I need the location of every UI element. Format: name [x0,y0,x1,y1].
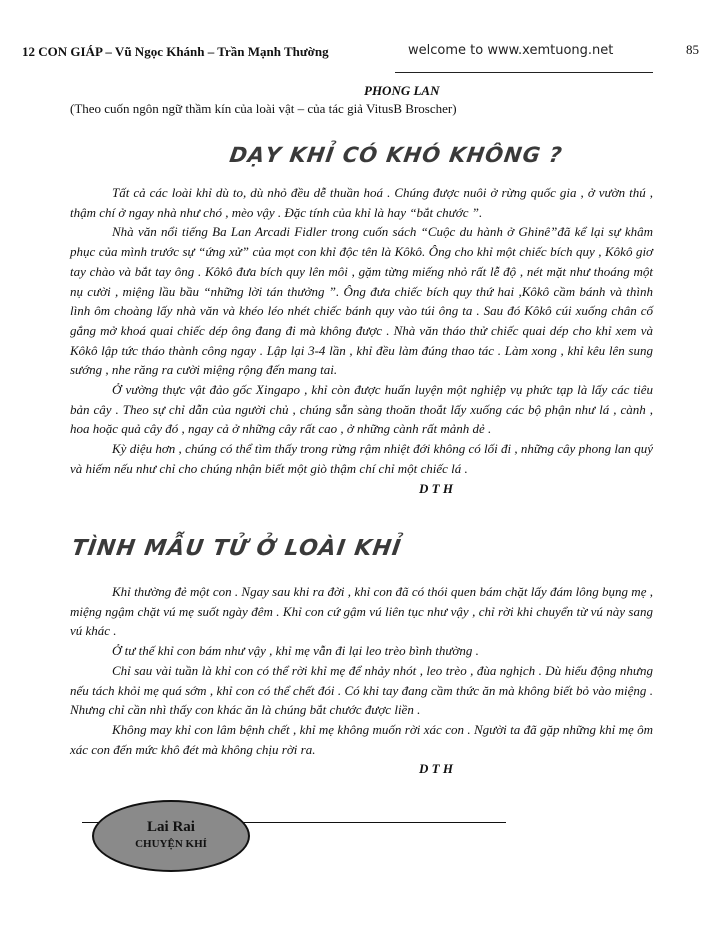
article-body [70,183,653,498]
article-body [70,582,653,779]
article-paragraph: Ở tư thế khỉ con bám như vậy , khỉ mẹ vẫn đi lại leo trèo bình thường . [112,643,479,659]
article-byline: D T H [419,761,453,777]
article-paragraph: Khỉ thường đẻ một con . Ngay sau khi ra đời , khỉ con đã có thói quen bám chặt lấy đám lông bụng mẹ , miệng ngậm chặt vú mẹ suốt ngày đêm . Khỉ con cứ gậm vú liên tục như vậy , chỉ rời khi chuyển từ vú này sang vú khác . [70,584,653,639]
article-title: DẠY KHỈ CÓ KHÓ KHÔNG ? [228,143,565,167]
article-paragraph: Ở vường thực vật đảo gốc Xingapo , khỉ còn được huấn luyện một nghiệp vụ phức tạp là lấy các tiêu bản cây . Theo sự chỉ dẫn của người chủ , chúng sẵn sàng thoăn thoắt lấy xuống các bộ phận như lá , cành , hoa hoặc quả cây đó , ngay cả ở những cây rất cao , ở những cành rất mảnh dẻ . [70,382,653,437]
source-note: (Theo cuốn ngôn ngữ thầm kín của loài vật – của tác giả VitusB Broscher) [70,101,457,116]
website-header: welcome to www.xemtuong.net [408,43,614,58]
footer-badge [92,800,250,872]
book-header: 12 CON GIÁP – Vũ Ngọc Khánh – Trần Mạnh Thường [22,44,329,59]
badge-subtitle: CHUYỆN KHỈ [135,838,207,850]
header-divider [395,72,653,73]
article-paragraph: Tất cả các loài khỉ dù to, dù nhỏ đều dễ thuần hoá . Chúng được nuôi ở rừng quốc gia , ở vườn thú , thậm chí ở ngay nhà như chó , mèo vậy . Đặc tính của khỉ là hay “bắt chước ”. [70,185,653,220]
page-number: 85 [686,42,699,57]
article-title: TÌNH MẪU TỬ Ở LOÀI KHỈ [70,536,403,561]
badge-title: Lai Rai [147,819,195,835]
article-paragraph: Không may khỉ con lâm bệnh chết , khỉ mẹ không muốn rời xác con . Người ta đã gặp những khỉ mẹ ôm xác con đến mức khô đét mà không chịu rời ra. [70,721,653,757]
article-paragraph: Kỳ diệu hơn , chúng có thể tìm thấy trong rừng rậm nhiệt đới không có lối đi , những cây phong lan quý và hiếm nếu như chỉ cho chúng nhận biết một giò thậm chí chỉ một chiếc lá . [70,441,653,476]
article-paragraph: Nhà văn nổi tiếng Ba Lan Arcadi Fidler trong cuốn sách “Cuộc du hành ở Ghinê”đã kể lại sự khâm phục của mình trước sự “ứng xử” của mọt con khỉ độc tên là Kôkô. Ông cho khỉ một chiếc bích quy , Kôkô giơ tay chào và bắt tay ông . Kôkô đưa bích quy lên môi , gặm từng miếng nhỏ rất lễ độ , nét mặt như thoáng một nụ cười , miệng lầu bầu “những lời tán thưởng ”. Ông đưa chiếc bích quy thứ hai ,Kôkô cầm bánh và thình lình ôm choàng lấy nhà văn và khéo léo nhét chiếc bánh quy vào túi ông ta . Sau đó Kôkô cúi xuống chân cố gắng mở khoá quai chiếc dép ông đang đi mà không được . Nhà văn tháo thử chiếc quai dép cho khỉ xem và Kôkô lập tức tháo thành công ngay . Lập lại 3-4 lần , khỉ đều làm đúng thao tác . Làm xong , khỉ kêu lên sung sướng , nhe răng ra cười miệng rộng đến mang tai. [70,224,653,378]
section-author: PHONG LAN [364,83,440,98]
article-byline: D T H [419,480,453,496]
article-paragraph: Chỉ sau vài tuần là khỉ con có thể rời khỉ mẹ để nhảy nhót , leo trèo , đùa nghịch . Dù hiếu động nhưng nếu tách khỏi mẹ quá sớm , khỉ con có thể chết đói . Có khi tay đang cầm thức ăn mà không biết bỏ vào miệng . Nhưng chỉ cần nhì thấy con khác ăn là chúng bắt chước được liền . [70,662,653,718]
